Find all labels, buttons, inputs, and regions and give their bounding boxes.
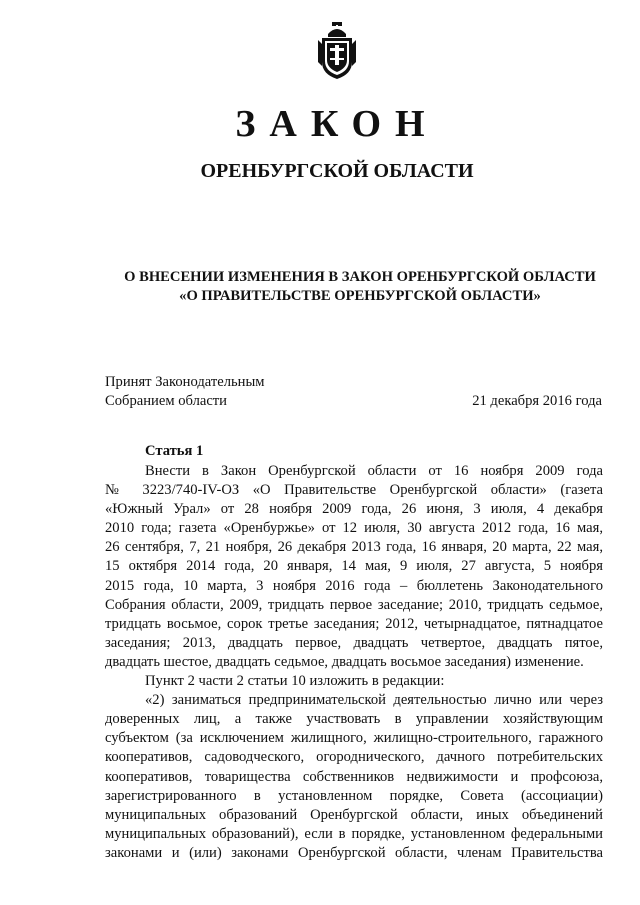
body-line: Внести в Закон Оренбургской области от 16 ноября 2009 года <box>145 463 603 479</box>
body-line: двадцать шестое, двадцать седьмое, двадцать восьмое заседания) изменение. <box>105 653 584 670</box>
body-line: 15 октября 2014 года, 20 января, 14 мая, 9 июля, 27 августа, 5 ноября <box>105 558 603 575</box>
document-title: ЗАКОН <box>235 103 439 145</box>
body-line: зарегистрированного в установленном порядке, Совета (ассоциации) <box>105 787 603 804</box>
body-line: доверенных лиц, а также участвовать в управлении хозяйствующим <box>105 711 603 728</box>
coat-of-arms-icon <box>316 22 358 80</box>
article-heading: Статья 1 <box>145 443 204 459</box>
law-name <box>100 268 620 306</box>
adoption-line-1: Принят Законодательным <box>105 374 265 390</box>
body-line: № 3223/740-IV-ОЗ «О Правительстве Оренбургской области» (газета <box>105 482 603 499</box>
law-name-line-2: «О ПРАВИТЕЛЬСТВЕ ОРЕНБУРГСКОЙ ОБЛАСТИ» <box>179 288 541 304</box>
article-body <box>105 462 603 863</box>
body-line: Пункт 2 части 2 статьи 10 изложить в редакции: <box>145 673 445 690</box>
body-line: тридцать восьмое, сорок третье заседания; 2012, четырнадцатое, пятнадцатое <box>105 615 603 632</box>
law-name-line-1: О ВНЕСЕНИИ ИЗМЕНЕНИЯ В ЗАКОН ОРЕНБУРГСКОЙ ОБЛАСТИ <box>124 269 596 285</box>
body-line: 2010 года; газета «Оренбуржье» от 12 июля, 30 августа 2012 года, 16 мая, <box>105 520 603 537</box>
adoption-line-2: Собранием области <box>105 393 227 409</box>
body-line: законами и (или) законами Оренбургской области, членам Правительства <box>105 844 603 861</box>
adoption-block <box>105 373 264 411</box>
body-line: «Южный Урал» от 28 ноября 2009 года, 26 июня, 3 июля, 4 декабря <box>105 501 603 518</box>
body-line: субъектом (за исключением жилищного, жилищно-строительного, гаражного <box>105 730 603 747</box>
body-line: Собрания области, 2009, тридцать первое заседание; 2010, тридцать седьмое, <box>105 596 603 613</box>
body-line: 2015 года, 10 марта, 3 ноября 2016 года – бюллетень Законодательного <box>105 577 603 594</box>
body-line: 26 сентября, 7, 21 ноября, 26 декабря 2013 года, 16 января, 20 марта, 22 мая, <box>105 539 603 556</box>
document-subtitle: ОРЕНБУРГСКОЙ ОБЛАСТИ <box>200 160 474 182</box>
adoption-date: 21 декабря 2016 года <box>472 393 602 409</box>
body-line: заседания; 2013, двадцать первое, двадцать четвертое, двадцать пятое, <box>105 634 603 651</box>
body-line: «2) заниматься предпринимательской деятельностью лично или через <box>145 692 603 709</box>
body-line: муниципальных образований), если в порядке, установленном федеральными <box>105 825 603 842</box>
body-line: муниципальных образований Оренбургской области, иных объединений <box>105 806 603 823</box>
body-line: кооперативов, садоводческого, огороднического, дачного потребительских <box>105 749 603 766</box>
body-line: кооперативов, товарищества собственников недвижимости и профсоюза, <box>105 768 603 785</box>
